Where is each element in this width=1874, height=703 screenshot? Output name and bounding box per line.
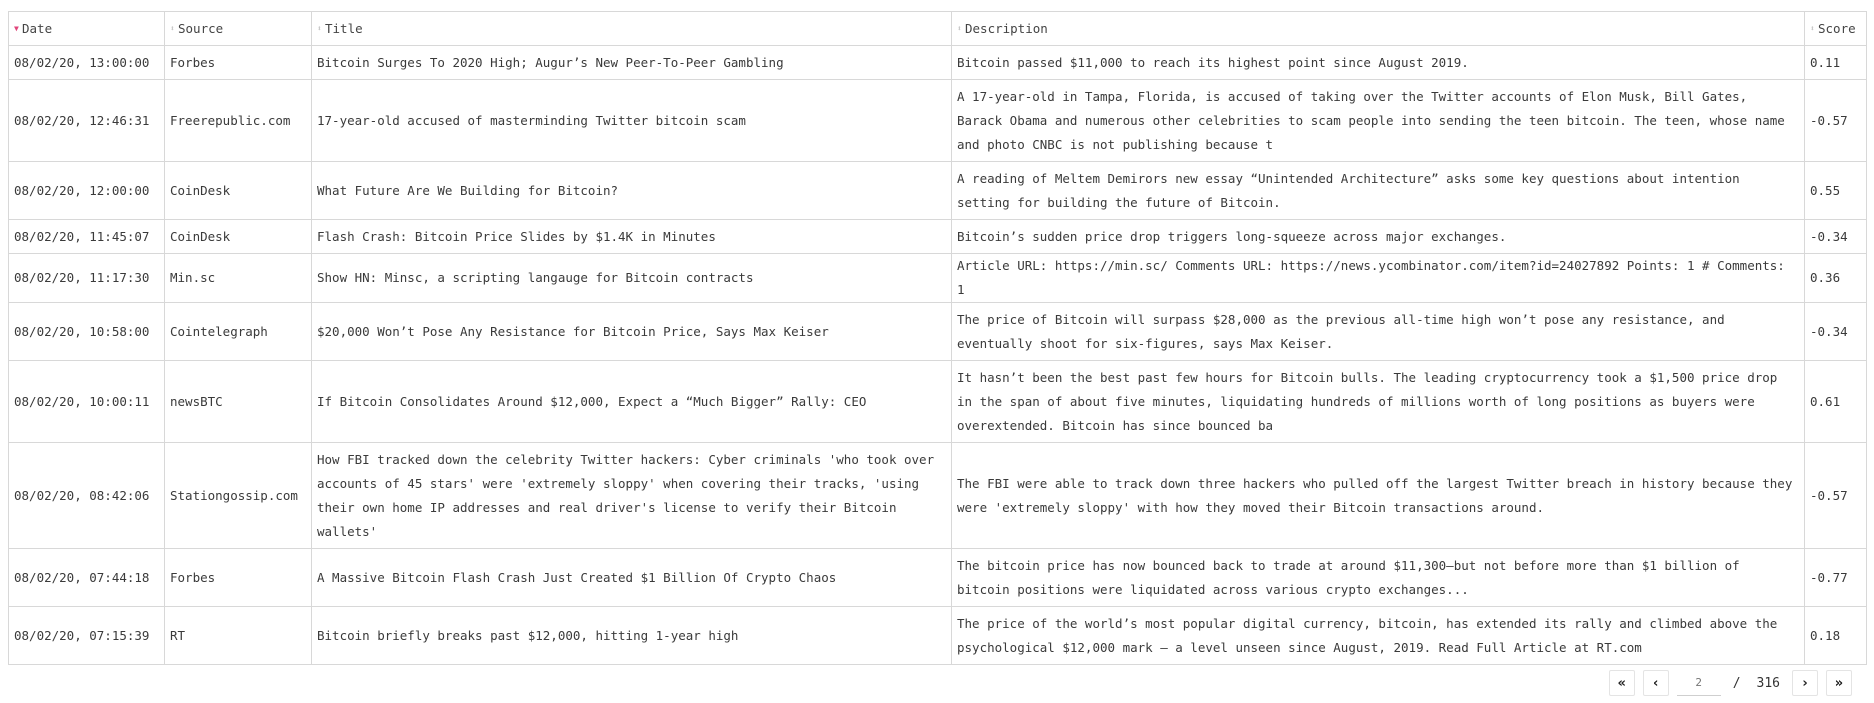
cell-description: A reading of Meltem Demirors new essay “Unintended Architecture” asks some key questions about intention setting for building the future of Bitcoin. [952,162,1805,220]
cell-title: If Bitcoin Consolidates Around $12,000, Expect a “Much Bigger” Rally: CEO [312,361,952,443]
cell-description: Article URL: https://min.sc/ Comments URL: https://news.ycombinator.com/item?id=24027892 Points: 1 # Comments: 1 [952,254,1805,303]
table-row [9,80,1867,162]
cell-description: Bitcoin passed $11,000 to reach its highest point since August 2019. [952,46,1805,80]
table-row [9,607,1867,665]
cell-source: Freerepublic.com [165,80,312,162]
table-row [9,443,1867,549]
cell-date: 08/02/20, 13:00:00 [9,46,165,80]
table-row [9,303,1867,361]
last-page-button[interactable] [1826,670,1852,696]
cell-score: 0.36 [1805,254,1867,303]
cell-title: A Massive Bitcoin Flash Crash Just Created $1 Billion Of Crypto Chaos [312,549,952,607]
cell-score: -0.34 [1805,303,1867,361]
sort-icon: ⬍ [957,24,962,33]
page-separator: / [1732,675,1741,691]
cell-description: Bitcoin’s sudden price drop triggers long-squeeze across major exchanges. [952,220,1805,254]
sort-desc-icon: ▼ [14,24,19,33]
cell-description: It hasn’t been the best past few hours for Bitcoin bulls. The leading cryptocurrency took a $1,500 price drop in the span of about five minutes, liquidating hundreds of millions worth of long positions as buyers were overextended. Bitcoin has since bounced ba [952,361,1805,443]
cell-description: The FBI were able to track down three hackers who pulled off the largest Twitter breach in history because they were 'extremely sloppy' with how they moved their Bitcoin transactions around. [952,443,1805,549]
cell-source: newsBTC [165,361,312,443]
cell-source: CoinDesk [165,220,312,254]
cell-score: 0.55 [1805,162,1867,220]
cell-description: The price of the world’s most popular digital currency, bitcoin, has extended its rally and climbed above the psychological $12,000 mark – a level unseen since August, 2019. Read Full Article at RT.com [952,607,1805,665]
cell-title: How FBI tracked down the celebrity Twitter hackers: Cyber criminals 'who took over accounts of 45 stars' were 'extremely sloppy' when covering their tracks, 'using their own home IP addresses and real driver's license to verify their Bitcoin wallets' [312,443,952,549]
cell-date: 08/02/20, 10:58:00 [9,303,165,361]
cell-date: 08/02/20, 07:44:18 [9,549,165,607]
cell-source: CoinDesk [165,162,312,220]
sort-icon: ⬍ [170,24,175,33]
cell-date: 08/02/20, 10:00:11 [9,361,165,443]
cell-description: The price of Bitcoin will surpass $28,000 as the previous all-time high won’t pose any resistance, and eventually shoot for six-figures, says Max Keiser. [952,303,1805,361]
double-chevron-left-icon: « [1617,675,1626,691]
cell-score: 0.61 [1805,361,1867,443]
table-row [9,549,1867,607]
cell-source: RT [165,607,312,665]
cell-score: -0.77 [1805,549,1867,607]
cell-score: 0.11 [1805,46,1867,80]
chevron-right-icon: › [1802,675,1808,691]
table-row [9,220,1867,254]
cell-date: 08/02/20, 12:00:00 [9,162,165,220]
cell-score: -0.57 [1805,80,1867,162]
cell-source: Forbes [165,46,312,80]
cell-source: Forbes [165,549,312,607]
cell-score: -0.34 [1805,220,1867,254]
cell-title: $20,000 Won’t Pose Any Resistance for Bitcoin Price, Says Max Keiser [312,303,952,361]
cell-date: 08/02/20, 07:15:39 [9,607,165,665]
column-header-source[interactable]: ⬍ Source [165,12,312,46]
column-header-description[interactable]: ⬍ Description [952,12,1805,46]
column-header-date[interactable]: ▼ Date [9,12,165,46]
cell-date: 08/02/20, 11:45:07 [9,220,165,254]
cell-title: Flash Crash: Bitcoin Price Slides by $1.4K in Minutes [312,220,952,254]
double-chevron-right-icon: » [1834,675,1844,691]
table-row [9,361,1867,443]
cell-source: Stationgossip.com [165,443,312,549]
cell-title: 17-year-old accused of masterminding Twitter bitcoin scam [312,80,952,162]
table-row [9,162,1867,220]
sort-icon: ⬍ [317,24,322,33]
cell-date: 08/02/20, 12:46:31 [9,80,165,162]
sort-icon: ⬍ [1810,24,1815,33]
cell-title: Show HN: Minsc, a scripting langauge for Bitcoin contracts [312,254,952,303]
chevron-left-icon: ‹ [1653,675,1659,691]
news-table-container [8,11,1866,665]
cell-description: A 17-year-old in Tampa, Florida, is accused of taking over the Twitter accounts of Elon Musk, Bill Gates, Barack Obama and numerous other celebrities to scam people into sending the teen bitcoin. The teen, whose name and photo CNBC is not publishing because t [952,80,1805,162]
total-pages: 316 [1756,675,1780,691]
cell-title: Bitcoin briefly breaks past $12,000, hitting 1-year high [312,607,952,665]
next-page-button[interactable] [1792,670,1818,696]
cell-description: The bitcoin price has now bounced back to trade at around $11,300—but not before more than $1 billion of bitcoin positions were liquidated across various crypto exchanges... [952,549,1805,607]
pagination [1609,670,1852,696]
cell-title: Bitcoin Surges To 2020 High; Augur’s New Peer-To-Peer Gambling [312,46,952,80]
news-table [8,11,1867,665]
cell-title: What Future Are We Building for Bitcoin? [312,162,952,220]
cell-date: 08/02/20, 11:17:30 [9,254,165,303]
cell-date: 08/02/20, 08:42:06 [9,443,165,549]
cell-source: Cointelegraph [165,303,312,361]
table-header-row [9,12,1867,46]
first-page-button[interactable] [1609,670,1635,696]
table-row [9,46,1867,80]
previous-page-button[interactable] [1643,670,1669,696]
cell-score: -0.57 [1805,443,1867,549]
cell-score: 0.18 [1805,607,1867,665]
table-row [9,254,1867,303]
cell-source: Min.sc [165,254,312,303]
column-header-score[interactable]: ⬍ Score [1805,12,1867,46]
column-header-title[interactable]: ⬍ Title [312,12,952,46]
page-number-input[interactable] [1677,671,1721,696]
